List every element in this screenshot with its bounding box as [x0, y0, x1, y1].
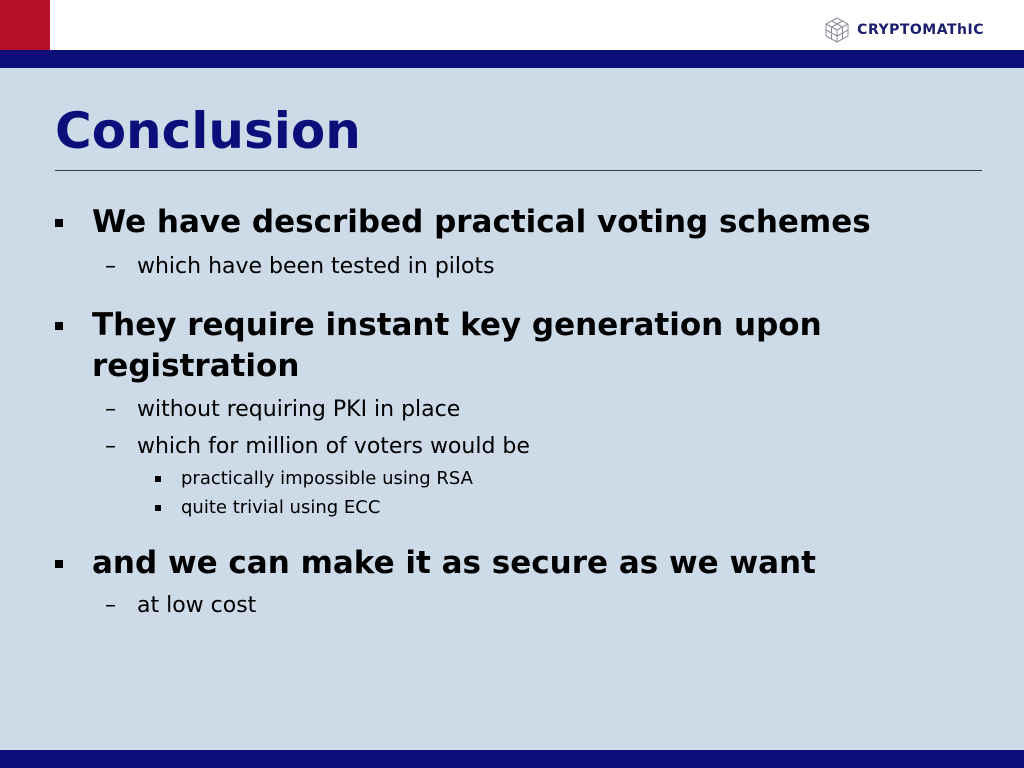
sub-sub-bullet-item — [155, 466, 473, 492]
slide-title: Conclusion — [55, 102, 361, 160]
sub-bullet-text: without requiring PKI in place — [137, 397, 461, 422]
sub-bullet-text: which for million of voters would be — [137, 434, 530, 459]
square-bullet-icon — [55, 560, 63, 568]
sub-bullet-item — [105, 591, 256, 621]
sub-bullet-item — [105, 395, 460, 425]
bullet-item — [55, 543, 955, 584]
sub-sub-bullet-text: quite trivial using ECC — [181, 497, 381, 518]
sub-bullet-item — [105, 252, 495, 282]
square-bullet-icon — [155, 505, 161, 511]
dash-bullet-icon: – — [105, 593, 116, 618]
bottom-navy-bar — [0, 750, 1024, 768]
sub-sub-bullet-text: practically impossible using RSA — [181, 468, 473, 489]
bullet-item — [55, 305, 955, 387]
bullet-text: We have described practical voting schemes — [92, 204, 871, 240]
dash-bullet-icon: – — [105, 397, 116, 422]
dash-bullet-icon: – — [105, 434, 116, 459]
sub-sub-bullet-item — [155, 495, 380, 521]
logo-wordmark: CRYPTOMAThIC — [857, 22, 984, 38]
sub-bullet-text: which have been tested in pilots — [137, 254, 495, 279]
bullet-text: They require instant key generation upon registration — [92, 307, 822, 384]
bullet-item — [55, 202, 955, 243]
bullet-text: and we can make it as secure as we want — [92, 545, 816, 581]
square-bullet-icon — [55, 219, 63, 227]
sub-bullet-text: at low cost — [137, 593, 257, 618]
square-bullet-icon — [55, 322, 63, 330]
dash-bullet-icon: – — [105, 254, 116, 279]
sub-bullet-item — [105, 432, 530, 462]
square-bullet-icon — [155, 476, 161, 482]
